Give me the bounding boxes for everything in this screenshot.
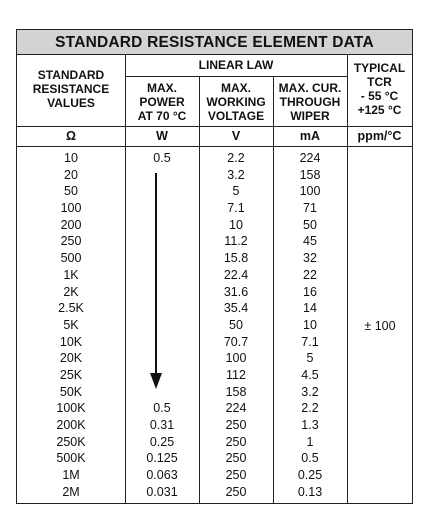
cell-w-10 [125, 317, 199, 334]
cell-ma-14: 3.2 [301, 384, 319, 399]
cell-w-17: 0.25 [149, 434, 175, 449]
cell-v-17: 250 [225, 434, 247, 449]
cell-r-17: 250K [56, 434, 86, 449]
divider-units-bottom [17, 146, 412, 147]
cell-w-13 [125, 367, 199, 384]
cell-w-15: 0.5 [153, 401, 171, 416]
cell-ma-0: 224 [299, 151, 321, 165]
power-continuation-arrowhead [150, 373, 162, 389]
cell-w-3 [125, 200, 199, 217]
cell-r-0: 10 [64, 151, 78, 165]
cell-ma-2: 100 [299, 184, 321, 199]
column-resistance [17, 150, 125, 500]
unit-current: mA [299, 129, 321, 143]
cell-r-7: 1K [63, 267, 79, 282]
cell-v-3: 7.1 [227, 201, 245, 216]
cell-ma-1: 158 [299, 167, 321, 182]
cell-r-3: 100 [60, 201, 82, 216]
tcr-value: ± 100 [364, 319, 396, 333]
cell-w-5 [125, 233, 199, 250]
cell-ma-20: 0.13 [297, 484, 323, 499]
cell-r-12: 20K [59, 351, 83, 366]
divider-col-5 [347, 54, 348, 503]
cell-ma-15: 2.2 [301, 401, 319, 416]
unit-tcr: ppm/°C [357, 129, 402, 143]
power-continuation-line [155, 173, 157, 376]
cell-r-11: 10K [59, 334, 83, 349]
cell-v-13: 112 [226, 367, 246, 382]
cell-w-8 [125, 284, 199, 301]
cell-ma-18: 0.5 [301, 451, 319, 466]
resistance-data-table [16, 29, 413, 504]
cell-v-2: 5 [232, 184, 240, 199]
divider-linear-law [125, 76, 347, 77]
cell-w-4 [125, 217, 199, 234]
cell-r-5: 250 [60, 234, 82, 249]
cell-w-12 [125, 350, 199, 367]
column-voltage [199, 150, 273, 500]
cell-ma-11: 7.1 [301, 334, 319, 349]
cell-ma-17: 1 [306, 434, 314, 449]
cell-ma-12: 5 [306, 351, 314, 366]
header-linear-law: LINEAR LAW [198, 58, 274, 72]
cell-r-9: 2.5K [58, 301, 84, 316]
cell-w-20: 0.031 [146, 484, 178, 499]
unit-voltage: V [231, 129, 241, 143]
cell-w-11 [125, 334, 199, 351]
cell-ma-16: 1.3 [301, 418, 319, 432]
cell-r-14: 50K [59, 384, 83, 399]
cell-w-6 [125, 250, 199, 267]
cell-v-5: 11.2 [224, 234, 248, 249]
cell-r-2: 50 [64, 184, 78, 199]
cell-ma-3: 71 [303, 201, 317, 216]
column-power [125, 150, 199, 500]
cell-w-0: 0.5 [153, 151, 171, 165]
cell-r-18: 500K [56, 451, 86, 466]
header-standard-resistance: STANDARD RESISTANCE VALUES [32, 68, 110, 110]
cell-v-6: 15.8 [223, 251, 249, 266]
cell-ma-5: 45 [303, 234, 317, 249]
cell-v-14: 158 [225, 384, 247, 399]
cell-v-4: 10 [229, 217, 243, 232]
cell-v-12: 100 [225, 351, 247, 366]
table-title: STANDARD RESISTANCE ELEMENT DATA [17, 30, 412, 55]
cell-v-1: 3.2 [227, 167, 245, 182]
cell-v-10: 50 [229, 317, 243, 332]
cell-v-16: 250 [225, 418, 247, 432]
unit-resistance: Ω [65, 129, 77, 143]
header-max-voltage: MAX. WORKING VOLTAGE [206, 81, 266, 123]
cell-v-20: 250 [225, 484, 247, 499]
cell-ma-10: 10 [303, 317, 317, 332]
cell-w-18: 0.125 [146, 451, 178, 466]
cell-r-19: 1M [62, 468, 80, 483]
header-max-power: MAX. POWER AT 70 °C [137, 81, 187, 123]
cell-w-19: 0.063 [146, 468, 178, 483]
column-current [273, 150, 347, 500]
cell-ma-19: 0.25 [297, 468, 323, 483]
cell-r-4: 200 [60, 217, 82, 232]
header-typical-tcr: TYPICAL TCR - 55 °C +125 °C [353, 61, 406, 117]
cell-w-2 [125, 183, 199, 200]
cell-w-1 [125, 167, 199, 184]
cell-v-11: 70.7 [223, 334, 249, 349]
cell-w-7 [125, 267, 199, 284]
cell-v-9: 35.4 [223, 301, 249, 316]
cell-r-8: 2K [63, 284, 79, 299]
header-max-current: MAX. CUR. THROUGH WIPER [278, 81, 342, 123]
cell-v-19: 250 [225, 468, 247, 483]
cell-v-0: 2.2 [227, 151, 245, 165]
cell-w-14 [125, 384, 199, 401]
cell-r-1: 20 [64, 167, 78, 182]
cell-r-16: 200K [56, 418, 86, 432]
cell-ma-9: 14 [303, 301, 317, 316]
cell-ma-6: 32 [303, 251, 317, 266]
cell-ma-13: 4.5 [301, 367, 319, 382]
cell-r-15: 100K [56, 401, 86, 416]
cell-r-10: 5K [63, 317, 79, 332]
cell-r-20: 2M [62, 484, 80, 499]
cell-ma-7: 22 [303, 267, 317, 282]
cell-v-7: 22.4 [223, 267, 249, 282]
cell-w-16: 0.31 [149, 418, 175, 432]
cell-r-6: 500 [60, 251, 82, 266]
cell-r-13: 25K [59, 367, 83, 382]
cell-v-18: 250 [225, 451, 247, 466]
unit-power: W [156, 129, 168, 143]
cell-ma-8: 16 [303, 284, 317, 299]
cell-w-9 [125, 300, 199, 317]
cell-ma-4: 50 [303, 217, 317, 232]
cell-v-8: 31.6 [223, 284, 249, 299]
cell-v-15: 224 [225, 401, 247, 416]
